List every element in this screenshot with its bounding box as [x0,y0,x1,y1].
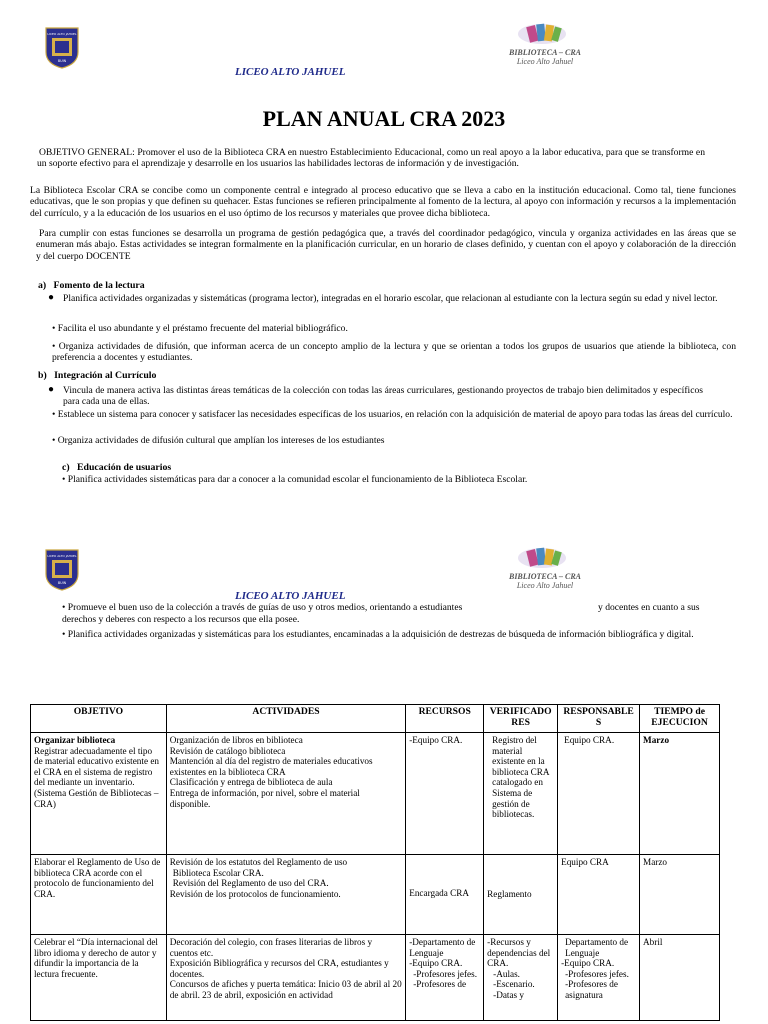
intro-paragraph-1: La Biblioteca Escolar CRA se concibe como un componente central e integrado al proceso educativo que se lleva a cabo en la institución educacional. Como tal, tiene funciones educativas, que le son propias y que definen su quehacer. Estas funciones se refieren principalmente al fomento de la lectura, al apoyo con información y recursos a la implementación del currículo, y a la educación de los usuarios en el uso óptimo de los recursos y materiales que provee dicha biblioteca. [30,185,736,219]
svg-text:LICEO ALTO JAHUEL: LICEO ALTO JAHUEL [47,32,77,36]
school-crest-icon [44,548,80,592]
col-header-recursos: RECURSOS [406,705,484,733]
cell-recursos: -Departamento de Lenguaje -Equipo CRA. -Profesores jefes. -Profesores de [406,935,484,1021]
page-title: PLAN ANUAL CRA 2023 [262,106,506,131]
cell-verificadores: -Recursos y dependencias del CRA. -Aulas. -Escenario. -Datas y [484,935,558,1021]
section-b-bullet-1: Vincula de manera activa las distintas áreas temáticas de la colección con todas las áreas curriculares, gestionando proyectos de trabajo bien delimitados y específicos para cada una de ellas. [63,385,703,408]
intro-paragraph-2: Para cumplir con estas funciones se desarrolla un programa de gestión pedagógica que, a través del coordinador pedagógico, vincula y organiza actividades en las áreas que se enumeran más abajo. Estas actividades se integran formalmente en la planificación curricular, en un horario de clases definido, y cuentan con el apoyo y colaboración de la dirección y del cuerpo DOCENTE [36,228,736,262]
library-label-page2: BIBLIOTECA – CRA Liceo Alto Jahuel [508,572,582,590]
cell-recursos: Encargada CRA [406,855,484,935]
table-row [31,733,720,855]
school-name-page2: LICEO ALTO JAHUEL [235,590,346,602]
table-row [31,855,720,935]
table-row [31,935,720,1021]
svg-text:LICEO ALTO JAHUEL: LICEO ALTO JAHUEL [47,554,77,558]
cell-objetivo: Celebrar el “Día internacional del libro idioma y derecho de autor y difundir la importancia de la lectura frecuente. [31,935,167,1021]
cell-actividades: Decoración del colegio, con frases literarias de libros y cuentos etc. Exposición Bibliográfica y recursos del CRA, estudiantes y docentes. Concursos de afiches y puerta temática: Inicio 03 de abril al 20 de abril. 23 de abril, exposición en actividad [166,935,405,1021]
cell-tiempo: Marzo [640,855,720,935]
col-header-actividades: ACTIVIDADES [166,705,405,733]
cell-responsables: Departamento de Lenguaje -Equipo CRA. -Profesores jefes. -Profesores de asignatura [558,935,640,1021]
section-b-bullet-2: • Establece un sistema para conocer y satisfacer las necesidades específicas de los usuarios, en relación con la adquisición de material de apoyo para todas las áreas del currículo. [52,409,733,420]
section-b-bullet-dot: ● [48,384,55,395]
objetivo-general: OBJETIVO GENERAL: Promover el uso de la Biblioteca CRA en nuestro Establecimiento Educacional, como un real apoyo a la labor educativa, para que se transforme en un soporte efectivo para el aprendizaje y desarrolle en los usuarios las habilidades lectoras de información y de investigación. [37,147,705,170]
cell-objetivo: Organizar biblioteca Registrar adecuadamente el tipo de material educativo existente en el CRA en el sistema de registro del mediante un inventario. (Sistema Gestión de Bibliotecas – CRA) [31,733,167,855]
cell-actividades: Revisión de los estatutos del Reglamento de uso Biblioteca Escolar CRA. Revisión del Reglamento de uso del CRA. Revisión de los protocolos de funcionamiento. [166,855,405,935]
school-crest-icon [44,26,80,70]
cell-responsables: Equipo CRA. [558,733,640,855]
page2-bullet-1a: • Promueve el buen uso de la colección a través de guías de uso y otros medios, orientando a estudiantes [62,602,463,613]
section-a-bullet-1: Planifica actividades organizadas y sistemáticas (programa lector), integradas en el horario escolar, que relacionan al estudiante con la lectura según su edad y nivel lector. [63,293,718,304]
header-page2 [0,540,768,604]
col-header-responsables: RESPONSABLES [558,705,640,733]
cell-actividades: Organización de libros en biblioteca Revisión de catálogo biblioteca Mantención al día del registro de materiales educativos existentes en la biblioteca CRA Clasificación y entrega de biblioteca de aula Entrega de información, por nivel, sobre el material disponible. [166,733,405,855]
page2-bullet-2: • Planifica actividades organizadas y sistemáticas para los estudiantes, encaminadas a la adquisición de destrezas de búsqueda de información bibliográfica y digital. [62,629,694,640]
cell-responsables: Equipo CRA [558,855,640,935]
library-label: BIBLIOTECA – CRA Liceo Alto Jahuel [508,48,582,66]
col-header-verificadores: VERIFICADORES [484,705,558,733]
section-a-heading: a) Fomento de la lectura [38,280,145,291]
section-c-heading: c) Educación de usuarios [62,462,172,473]
page2-bullet-1b: y docentes en cuanto a sus [598,602,700,613]
section-b-bullet-3: • Organiza actividades de difusión cultural que amplían los intereses de los estudiantes [52,435,385,446]
col-header-objetivo: OBJETIVO [31,705,167,733]
plan-table [30,704,720,1021]
page2-bullet-1c: derechos y deberes con respecto a los recursos que ella posee. [62,614,300,625]
col-header-tiempo: TIEMPO de EJECUCION [640,705,720,733]
section-a-bullet-dot: ● [48,292,55,303]
school-name: LICEO ALTO JAHUEL [235,66,346,78]
cell-tiempo: Abril [640,935,720,1021]
cell-recursos: -Equipo CRA. [406,733,484,855]
svg-text:BUIN: BUIN [57,581,67,585]
section-b-heading: b) Integración al Currículo [38,370,157,381]
header-page1 [0,0,768,90]
library-books-logo [512,542,568,572]
cell-verificadores: Registro del material existente en la biblioteca CRA catalogado en Sistema de gestión de bibliotecas. [484,733,558,855]
library-books-logo [512,18,568,48]
svg-text:BUIN: BUIN [57,59,67,63]
cell-verificadores: Reglamento [484,855,558,935]
cell-objetivo: Elaborar el Reglamento de Uso de biblioteca CRA acorde con el protocolo de funcionamiento del CRA. [31,855,167,935]
cell-tiempo: Marzo [640,733,720,855]
section-a-bullet-3: • Organiza actividades de difusión, que informan acerca de un concepto amplio de la lectura y que se orientan a todos los grupos de usuarios que atiende la biblioteca, con preferencia a docentes y estudiantes. [52,341,736,364]
section-c-bullet-1: • Planifica actividades sistemáticas para dar a conocer a la comunidad escolar el funcionamiento de la Biblioteca Escolar. [62,474,528,485]
section-a-bullet-2: • Facilita el uso abundante y el préstamo frecuente del material bibliográfico. [52,323,348,334]
table-header-row [31,705,720,733]
